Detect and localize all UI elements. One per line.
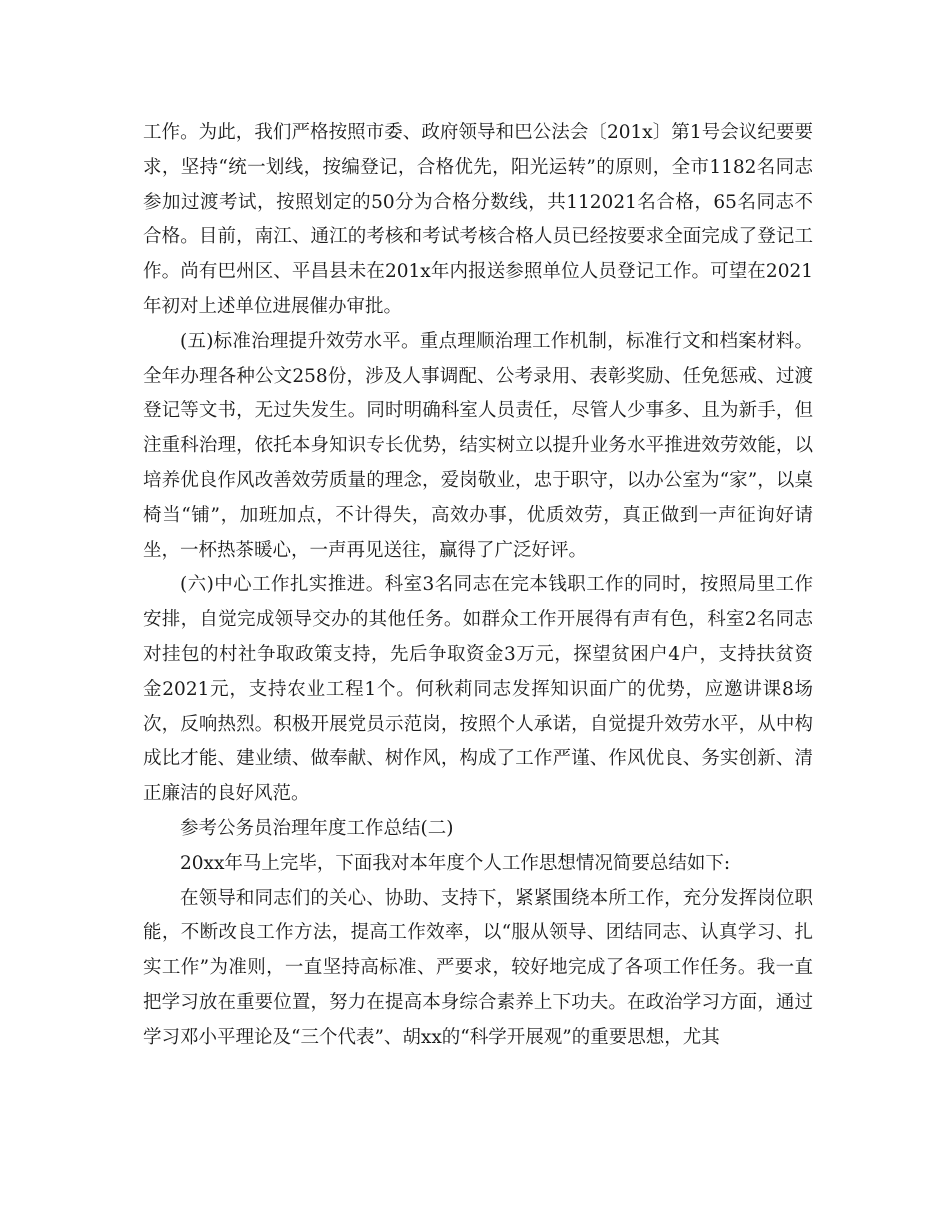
- paragraph-continuation: 工作。为此，我们严格按照市委、政府领导和巴公法会〔201x〕第1号会议纪要要求，坚持“统一划线，按编登记，合格优先，阳光运转”的原则，全市1182名同志参加过渡考试，按照划定的50分为合格分数线，共112021名合格，65名同志不合格。目前，南江、通江的考核和考试考核合格人员已经按要求全面完成了登记工作。尚有巴州区、平昌县未在201x年内报送参照单位人员登记工作。可望在2021年初对上述单位进展催办审批。: [143, 122, 813, 317]
- paragraph-section-six: (六)中心工作扎实推进。科室3名同志在完本钱职工作的同时，按照局里工作安排，自觉完成领导交办的其他任务。如群众工作开展得有声有色，科室2名同志对挂包的村社争取政策支持，先后争取资金3万元，探望贫困户4户，支持扶贫资金2021元，支持农业工程1个。何秋莉同志发挥知识面广的优势，应邀讲课8场次，反响热烈。积极开展党员示范岗，按照个人承诺，自觉提升效劳水平，从中构成比才能、建业绩、做奉献、树作风，构成了工作严谨、作风优良、务实创新、清正廉洁的良好风范。: [143, 574, 813, 805]
- paragraph-intro: 20xx年马上完毕，下面我对本年度个人工作思想情况简要总结如下:: [180, 852, 731, 874]
- section-heading: 参考公务员治理年度工作总结(二): [180, 817, 454, 839]
- document-body: [143, 116, 813, 1056]
- paragraph-summary: 在领导和同志们的关心、协助、支持下，紧紧围绕本所工作，充分发挥岗位职能，不断改良工作方法，提高工作效率，以“服从领导、团结同志、认真学习、扎实工作”为准则，一直坚持高标准、严要求，较好地完成了各项工作任务。我一直把学习放在重要位置，努力在提高本身综合素养上下功夫。在政治学习方面，通过学习邓小平理论及“三个代表”、胡xx的“科学开展观”的重要思想，尤其: [143, 887, 813, 1048]
- paragraph-section-five: (五)标准治理提升效劳水平。重点理顺治理工作机制，标准行文和档案材料。全年办理各种公文258份，涉及人事调配、公考录用、表彰奖励、任免惩戒、过渡登记等文书，无过失发生。同时明确科室人员责任，尽管人少事多、且为新手，但注重科治理，依托本身知识专长优势，结实树立以提升业务水平推进效劳效能，以培养优良作风改善效劳质量的理念，爱岗敬业，忠于职守，以办公室为“家”，以桌椅当“铺”，加班加点，不计得失，高效办事，优质效劳，真正做到一声征询好请坐，一杯热茶暖心，一声再见送往，赢得了广泛好评。: [143, 330, 813, 561]
